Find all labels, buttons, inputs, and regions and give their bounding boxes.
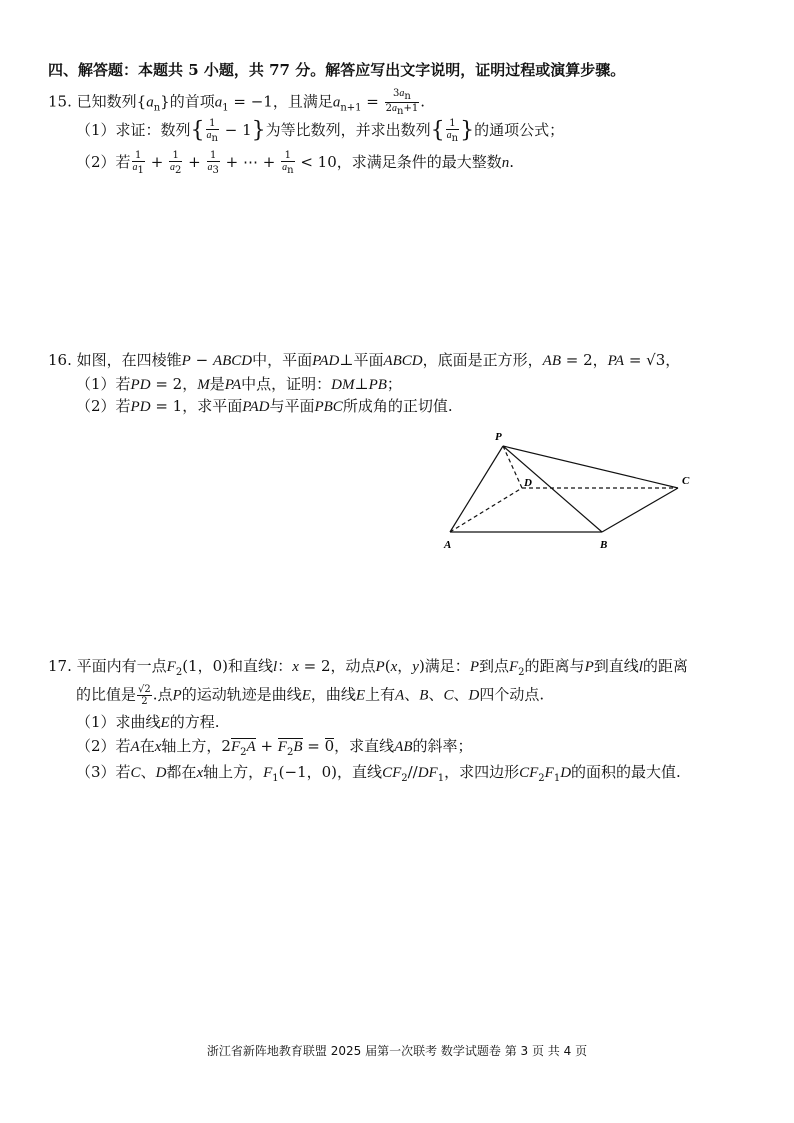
edge-PA <box>450 446 503 532</box>
label-C: C <box>682 475 690 487</box>
edge-PD <box>503 446 522 488</box>
label-D: D <box>524 477 532 489</box>
q15-part2: （2）若 $\frac{1}{a_1}$ + $\frac{1}{a_2}$ + $\frac{1}{a_3}$ + ⋯ + $\frac{1}{a_n}$ < 10，求满足条件的最大整数n. <box>76 150 515 176</box>
q16-stem: 16. 如图，在四棱锥P − ABCD中，平面PAD⊥平面ABCD，底面是正方形，AB = 2，PA = √3， <box>48 351 681 369</box>
page-footer: 浙江省新阵地教育联盟 2025 届第一次联考 数学试题卷 第 3 页 共 4 页 <box>206 1044 588 1058</box>
q17-stem: 17. 平面内有一点$F_2(1$，0)和直线l：x = 2，动点P(x，y)满足：P到点$F_2$的距离与P到直线l的距离 <box>48 657 688 678</box>
label-A: A <box>444 539 452 551</box>
label-P: P <box>495 431 502 443</box>
q16-part2: （2）若PD = 1，求平面PAD与平面PBC所成角的正切值. <box>76 397 453 415</box>
q17-part3: （3）若C、D都在x轴上方，$F_1(-1$，0)，直线$CF_2//DF_1$，求四边形$CF_2F_1D$的面积的最大值. <box>76 763 681 784</box>
q15-part1: （1）求证：数列{ $\frac{1}{a_n}$ − 1}为等比数列，并求出数列{ $\frac{1}{a_n}$ }的通项公式； <box>76 118 565 144</box>
q17-line2: 的比值是 $\frac{√2}{2}$ .点P的运动轨迹是曲线E，曲线E上有A、B、C、D四个动点. <box>76 684 545 707</box>
q17-part2: （2）若A在x轴上方，$2F_2A + F_2B = 0$，求直线AB的斜率； <box>76 737 473 758</box>
q16-part1: （1）若PD = 2，M是PA中点，证明：DM⊥PB； <box>76 375 402 393</box>
q15-stem: 15. 已知数列$\{a_n\}$的首项$a_1 = -1$，且满足$a_{n+1}$ = $\frac{3a_n}{2a_n+1}$ . <box>48 88 425 117</box>
section-heading: 四、解答题：本题共 5 小题，共 77 分。解答应写出文字说明，证明过程或演算步骤。 <box>48 61 626 79</box>
edge-PB <box>503 446 602 532</box>
edge-BC <box>602 488 678 532</box>
edge-AD <box>450 488 522 532</box>
label-B: B <box>600 539 608 551</box>
q17-part1: （1）求曲线E的方程. <box>76 713 220 731</box>
pyramid-figure <box>440 428 700 558</box>
